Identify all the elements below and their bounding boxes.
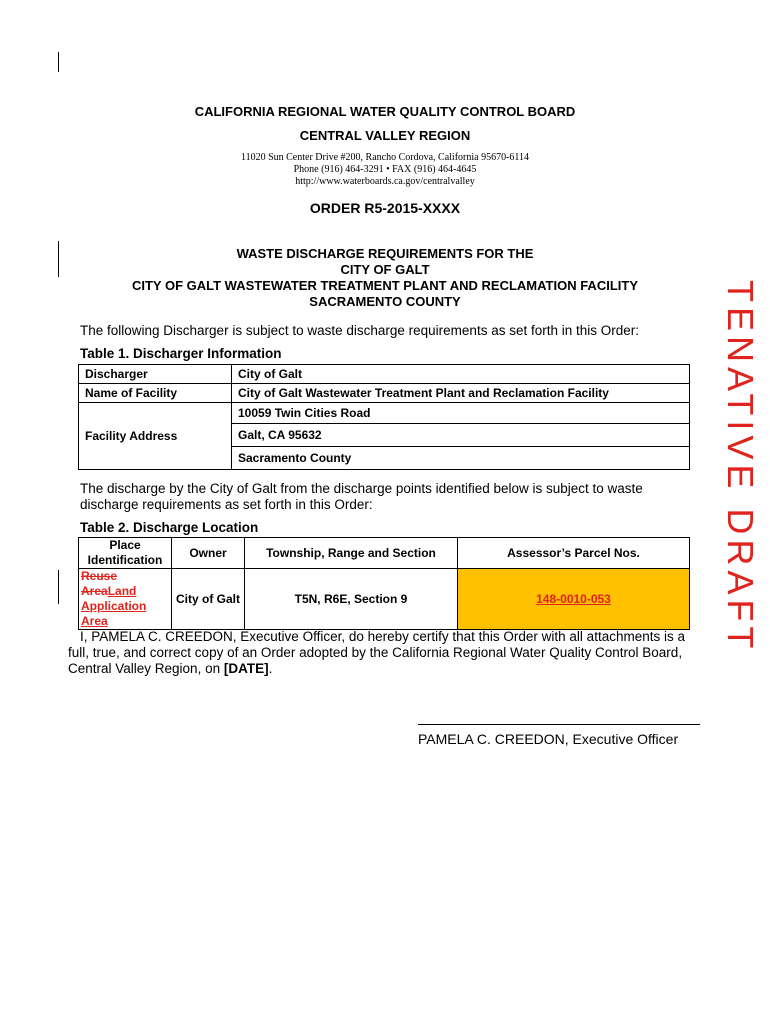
address-line-1: 10059 Twin Cities Road	[232, 403, 690, 424]
facility-address-label: Facility Address	[79, 403, 232, 470]
certification-date: [DATE]	[223, 661, 269, 676]
parcel-number: 148-0010-053	[536, 592, 611, 606]
header-owner: Owner	[172, 538, 245, 569]
agency-website: http://www.waterboards.ca.gov/centralvalley	[295, 176, 475, 187]
place-deleted-text: Reuse Area	[81, 569, 118, 598]
order-number: ORDER R5-2015-XXXX	[309, 200, 461, 216]
intro-text: The following Discharger is subject to waste discharge requirements as set forth in this Order:	[80, 323, 639, 338]
place-cell	[79, 569, 172, 630]
certification-end: .	[268, 661, 273, 676]
discharge-location-table	[78, 537, 690, 630]
discharger-info-table	[78, 364, 690, 470]
signature-line	[418, 724, 700, 725]
address-line-3: Sacramento County	[232, 447, 690, 470]
header-place: Place Identification	[79, 538, 172, 569]
place-inserted-text: Land	[107, 584, 137, 598]
address-line-2: Galt, CA 95632	[232, 424, 690, 447]
table1-caption: Table 1. Discharger Information	[80, 346, 282, 361]
parcel-cell	[458, 569, 690, 630]
header-parcel: Assessor’s Parcel Nos.	[458, 538, 690, 569]
change-bar-top	[58, 52, 59, 72]
agency-address: 11020 Sun Center Drive #200, Rancho Cordova, California 95670-6114	[240, 152, 530, 163]
table-row	[79, 569, 690, 630]
agency-name: CALIFORNIA REGIONAL WATER QUALITY CONTROL BOARD	[194, 104, 576, 119]
draft-watermark: TENATIVE DRAFT	[720, 280, 761, 654]
title-line-2: CITY OF GALT	[340, 262, 430, 277]
table2-caption: Table 2. Discharge Location	[80, 520, 259, 535]
township-cell: T5N, R6E, Section 9	[245, 569, 458, 630]
owner-cell: City of Galt	[172, 569, 245, 630]
title-line-4: SACRAMENTO COUNTY	[309, 294, 461, 309]
table-header-row	[79, 538, 690, 569]
title-line-1: WASTE DISCHARGE REQUIREMENTS FOR THE	[236, 246, 534, 261]
signature-name: PAMELA C. CREEDON, Executive Officer	[418, 731, 679, 747]
facility-value: City of Galt Wastewater Treatment Plant and Reclamation Facility	[232, 384, 690, 403]
table-row	[79, 384, 690, 403]
discharge-paragraph: The discharge by the City of Galt from the discharge points identified below is subject to waste discharge requirements as set forth in this Order:	[80, 481, 643, 512]
table-row	[79, 403, 690, 424]
region-name: CENTRAL VALLEY REGION	[299, 128, 471, 143]
agency-phone: Phone (916) 464-3291 • FAX (916) 464-4645	[293, 164, 477, 175]
change-bar-table2	[58, 570, 59, 604]
facility-label: Name of Facility	[79, 384, 232, 403]
certification-text: I, PAMELA C. CREEDON, Executive Officer, do hereby certify that this Order with all attachments is a full, true, and correct copy of an Order adopted by the California Regional Water Quality Control Board, Central Valley Region, on	[68, 629, 685, 676]
title-line-3: CITY OF GALT WASTEWATER TREATMENT PLANT AND RECLAMATION FACILITY	[131, 278, 638, 293]
certification-paragraph	[68, 629, 692, 677]
header-township: Township, Range and Section	[245, 538, 458, 569]
discharger-label: Discharger	[79, 365, 232, 384]
table-row	[79, 365, 690, 384]
discharger-value: City of Galt	[232, 365, 690, 384]
place-inserted-text-2: Application Area	[81, 599, 147, 628]
